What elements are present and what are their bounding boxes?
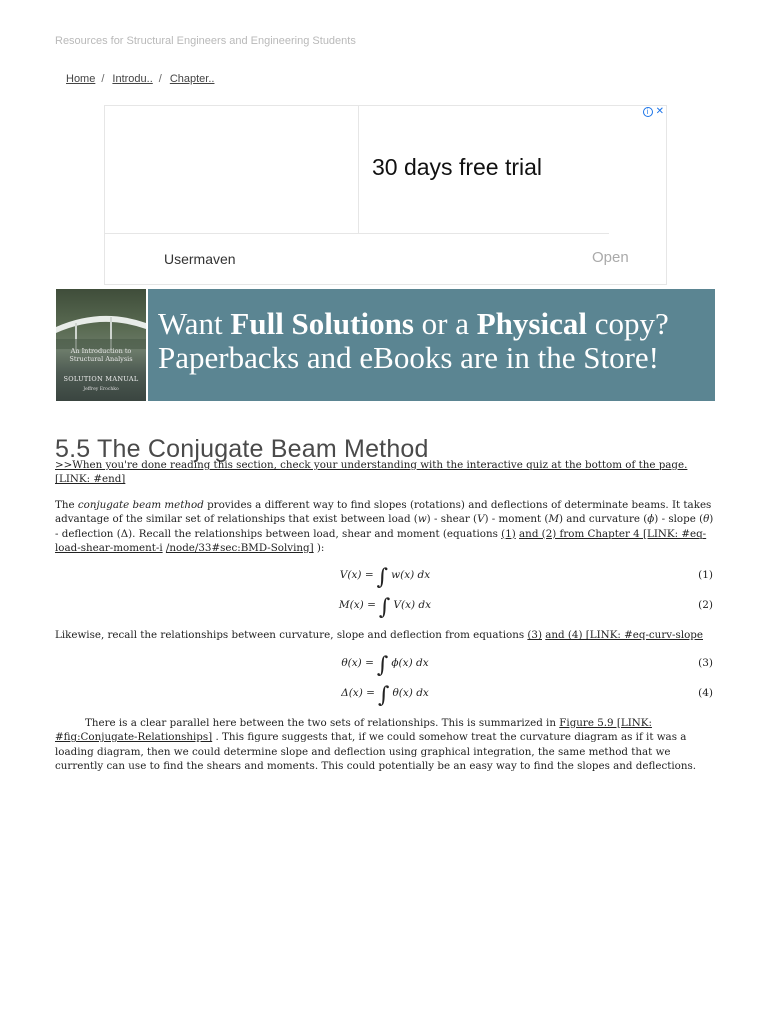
equation-link-3[interactable]: (3) xyxy=(527,629,542,642)
bridge-illustration xyxy=(56,309,146,349)
info-icon[interactable]: i xyxy=(643,107,653,117)
chapter4-link-cont[interactable]: /node/33#sec:BMD-Solving] xyxy=(165,542,314,555)
store-banner[interactable] xyxy=(56,289,715,401)
ad-brand[interactable]: Usermaven xyxy=(164,251,236,267)
equation-link-1[interactable]: (1) xyxy=(501,527,516,540)
breadcrumb-home[interactable]: Home xyxy=(66,73,96,85)
equations-group-2 xyxy=(55,650,715,710)
quiz-link[interactable]: >>When you're done reading this section, check your understanding with the interactive quiz at the bottom of the page. [LINK: #end] xyxy=(55,459,688,486)
ad-image-area[interactable] xyxy=(105,106,359,233)
book-cover-image[interactable] xyxy=(56,289,146,401)
advertisement[interactable] xyxy=(104,105,667,285)
breadcrumb-chapter[interactable]: Chapter.. xyxy=(169,73,215,85)
site-tagline: Resources for Structural Engineers and Engineering Students xyxy=(55,35,356,47)
article-body xyxy=(55,458,715,784)
equation-link-4[interactable]: and (4) [LINK: #eq-curv-slope xyxy=(545,629,703,642)
breadcrumb-separator: / xyxy=(101,73,105,85)
equation-number: (4) xyxy=(698,686,713,699)
book-cover-title: An Introduction to Structural Analysis xyxy=(69,347,133,363)
book-cover-author: Jeffrey Erochko xyxy=(83,387,119,392)
ad-divider xyxy=(105,233,609,234)
equation-number: (3) xyxy=(698,656,713,669)
ad-headline[interactable]: 30 days free trial xyxy=(372,154,543,180)
figure-link[interactable]: Figure 5.9 [LINK: #fig:Conjugate-Relationships] xyxy=(55,716,652,744)
paragraph-parallel: There is a clear parallel here between the two sets of relationships. This is summarized in Figure 5.9 [LINK: #fig:Conjugate-Relationships] . This figure suggests that, if we could somehow treat the curvature diagram as if it was a loading diagram, then we could determine slope and deflection using graphical integration, the same method that we currently can use to find the shears and moments. This could potentially be an easy way to find the slopes and deflections. xyxy=(55,716,697,773)
quiz-prompt xyxy=(55,458,715,487)
equation-row: V(x) = ∫ w(x) dx (1) xyxy=(339,565,713,591)
equation-number: (2) xyxy=(698,599,713,612)
equation-row: Δ(x) = ∫ θ(x) dx (4) xyxy=(341,682,713,708)
breadcrumb-introduction[interactable]: Introdu.. xyxy=(112,73,153,85)
equation-row: M(x) = ∫ V(x) dx (2) xyxy=(338,595,713,621)
store-promo-line2: Paperbacks and eBooks are in the Store! xyxy=(158,340,660,375)
breadcrumb-separator: / xyxy=(158,73,162,85)
close-icon[interactable]: ✕ xyxy=(655,106,664,117)
equations-group-1 xyxy=(55,562,715,622)
ad-open-button[interactable]: Open xyxy=(592,249,629,266)
paragraph-intro: The conjugate beam method provides a different way to find slopes (rotations) and deflections of determinate beams. It takes advantage of the similar set of relationships that exist between load (w) - shear (V) - moment (M) and curvature (ϕ) - slope (θ) - deflection (Δ). Recall the relationships between load, shear and moment (equations (1) and (2) from Chapter 4 [LINK: #eq-load-shear-moment-i /node/33#sec:BMD-Solving] ): xyxy=(55,498,714,555)
ad-choices[interactable] xyxy=(643,106,664,117)
equation-number: (1) xyxy=(698,569,713,582)
store-promo-panel[interactable] xyxy=(148,289,715,401)
page-title: 5.5 The Conjugate Beam Method xyxy=(55,434,429,463)
chapter4-link[interactable]: and (2) from Chapter 4 [LINK: #eq-load-shear-moment-i xyxy=(55,527,707,555)
book-cover-subtitle: SOLUTION MANUAL xyxy=(63,375,139,383)
equation-row: θ(x) = ∫ ϕ(x) dx (3) xyxy=(341,652,713,678)
breadcrumb xyxy=(66,73,214,85)
paragraph-curvature: Likewise, recall the relationships between curvature, slope and deflection from equations (3) and (4) [LINK: #eq-curv-slope xyxy=(55,629,703,642)
store-promo-line1: Want Full Solutions or a Physical copy? xyxy=(158,306,669,341)
